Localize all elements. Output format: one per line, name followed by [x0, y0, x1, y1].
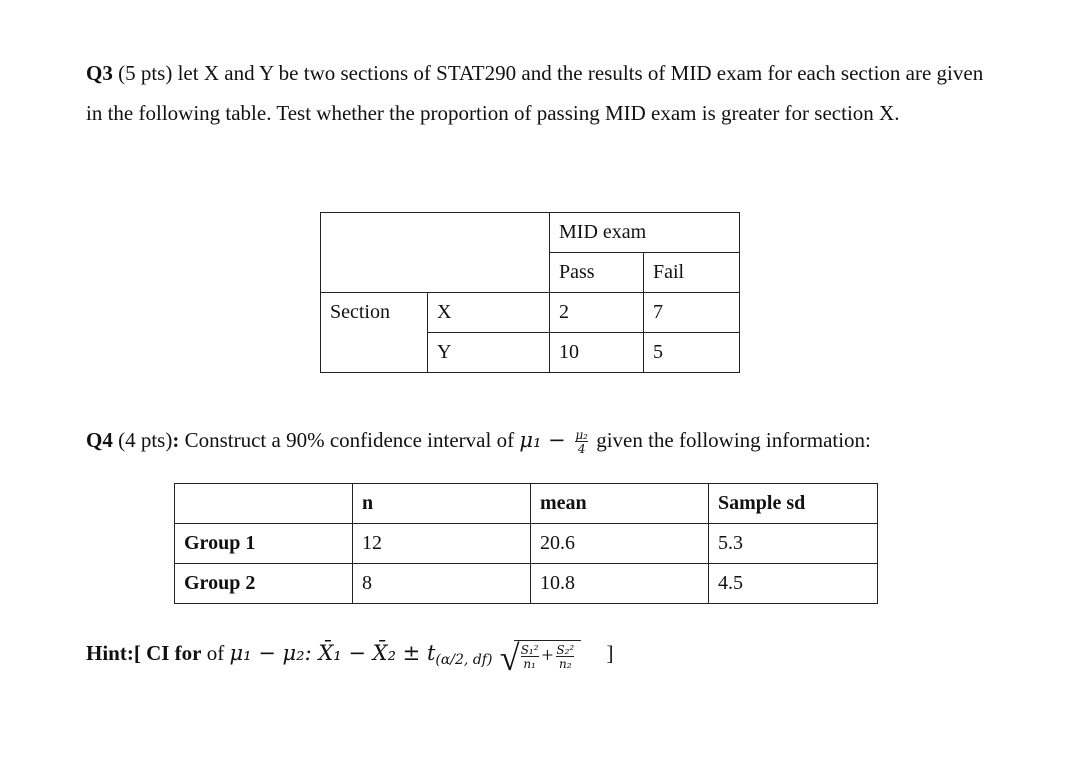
- pass-header: Pass: [550, 253, 644, 293]
- row-y-label: Y: [428, 333, 550, 373]
- q4-pts: (4 pts): [112, 428, 173, 452]
- n-header: n: [353, 484, 531, 524]
- n1: n₁: [521, 656, 539, 670]
- frac-den: 4: [575, 441, 588, 455]
- mean-header: mean: [531, 484, 709, 524]
- q4-colon: :: [172, 428, 180, 452]
- group1-n: 12: [353, 524, 531, 564]
- mu1-expr: μ₁ −: [519, 428, 573, 452]
- sd-header: Sample sd: [709, 484, 878, 524]
- group2-label: Group 2: [175, 564, 353, 604]
- group-stats-table: [174, 483, 878, 604]
- row-x-pass: 2: [550, 293, 644, 333]
- section-label: Section: [321, 293, 428, 373]
- hint-close: ]: [606, 640, 614, 665]
- n2: n₂: [556, 656, 574, 670]
- hint-label: Hint:[ CI for: [86, 640, 202, 665]
- row-x-label: X: [428, 293, 550, 333]
- hint-of: of: [201, 640, 230, 665]
- group1-sd: 5.3: [709, 524, 878, 564]
- question-4: [86, 428, 871, 455]
- s2-squared: S₂²: [556, 643, 575, 658]
- radical-icon: √: [499, 638, 520, 678]
- frac-num: μ₂: [575, 428, 588, 443]
- plus-sign: +: [541, 643, 554, 667]
- mid-exam-table: [320, 212, 740, 373]
- empty-header: [175, 484, 353, 524]
- q4-text: Construct a 90% confidence interval of: [179, 428, 520, 452]
- fail-header: Fail: [644, 253, 740, 293]
- q3-label: Q3: [86, 61, 113, 85]
- q4-label: Q4: [86, 428, 113, 452]
- hint-subscript: (α/2, df): [435, 651, 493, 668]
- empty-corner: [321, 213, 550, 293]
- q3-text: (5 pts) let X and Y be two sections of STAT290 and the results of MID exam for each section are given in the following table. Test whether the proportion of passing MID exam is greater for section X.: [86, 61, 984, 125]
- row-y-fail: 5: [644, 333, 740, 373]
- row-x-fail: 7: [644, 293, 740, 333]
- group2-n: 8: [353, 564, 531, 604]
- q4-tail: given the following information:: [590, 428, 871, 452]
- mu2-fraction: [575, 429, 588, 455]
- hint-formula: μ₁ − μ₂: X̄₁ − X̄₂ ± t: [229, 640, 436, 665]
- mid-exam-header: MID exam: [550, 213, 740, 253]
- group2-mean: 10.8: [531, 564, 709, 604]
- group2-sd: 4.5: [709, 564, 878, 604]
- sqrt-expression: [499, 638, 582, 678]
- row-y-pass: 10: [550, 333, 644, 373]
- group1-mean: 20.6: [531, 524, 709, 564]
- group1-label: Group 1: [175, 524, 353, 564]
- question-3: [86, 54, 986, 133]
- hint-line: [86, 638, 614, 678]
- s1-squared: S₁²: [520, 643, 539, 658]
